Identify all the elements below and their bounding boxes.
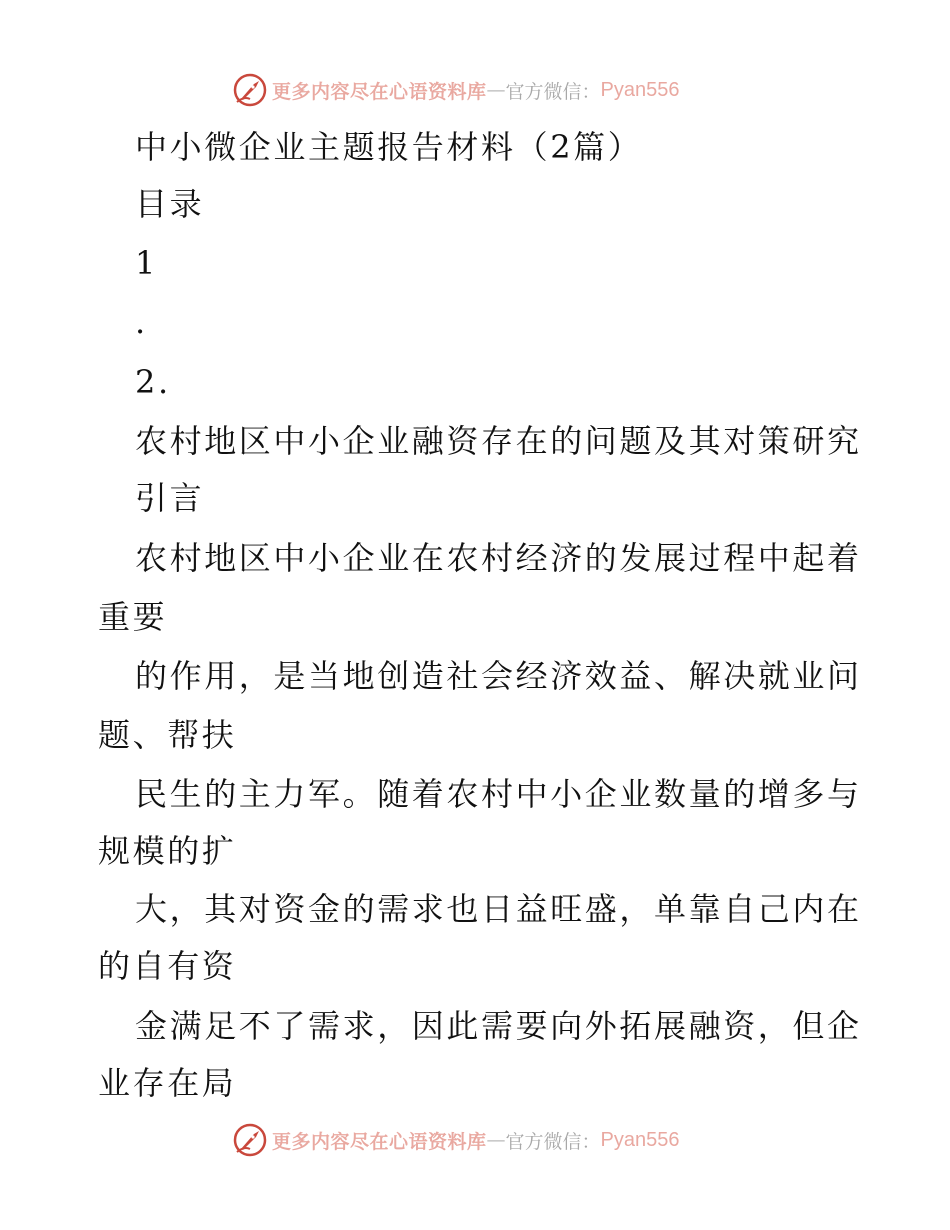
intro-heading: 引言	[135, 479, 205, 517]
paragraph-line: 的作用，是当地创造社会经济效益、解决就业问	[135, 657, 862, 695]
watermark-separator: —	[486, 79, 506, 101]
toc-item-1: 1	[135, 244, 158, 282]
watermark-id: Pyan556	[600, 1128, 680, 1151]
watermark-label: 官方微信：	[505, 80, 601, 103]
paragraph-line: 规模的扩	[98, 832, 237, 870]
document-title: 中小微企业主题报告材料（2篇）	[135, 128, 643, 166]
pen-nib-logo-icon	[232, 72, 268, 108]
watermark-banner-top	[232, 70, 680, 110]
paragraph-line: 金满足不了需求，因此需要向外拓展融资，但企	[135, 1007, 862, 1045]
watermark-banner-bottom	[232, 1120, 680, 1160]
watermark-text: 更多内容尽在心语资料库	[272, 1130, 487, 1153]
paragraph-line: 农村地区中小企业在农村经济的发展过程中起着	[135, 539, 862, 577]
watermark-id: Pyan556	[600, 78, 680, 101]
paragraph-line: 民生的主力军。随着农村中小企业数量的增多与	[135, 775, 862, 813]
watermark-separator: —	[486, 1129, 506, 1151]
paragraph-line: 业存在局	[98, 1064, 237, 1102]
watermark-text: 更多内容尽在心语资料库	[272, 80, 487, 103]
toc-item-dot: .	[135, 303, 148, 341]
paragraph-line: 题、帮扶	[98, 716, 237, 754]
paragraph-line: 的自有资	[98, 947, 237, 985]
pen-nib-logo-icon	[232, 1122, 268, 1158]
paragraph-line: 重要	[98, 598, 168, 636]
article-title: 农村地区中小企业融资存在的问题及其对策研究	[135, 422, 862, 460]
watermark-label: 官方微信：	[505, 1130, 601, 1153]
paragraph-line: 大，其对资金的需求也日益旺盛，单靠自己内在	[135, 890, 862, 928]
toc-heading: 目录	[135, 185, 205, 223]
toc-item-2: 2.	[135, 363, 171, 401]
